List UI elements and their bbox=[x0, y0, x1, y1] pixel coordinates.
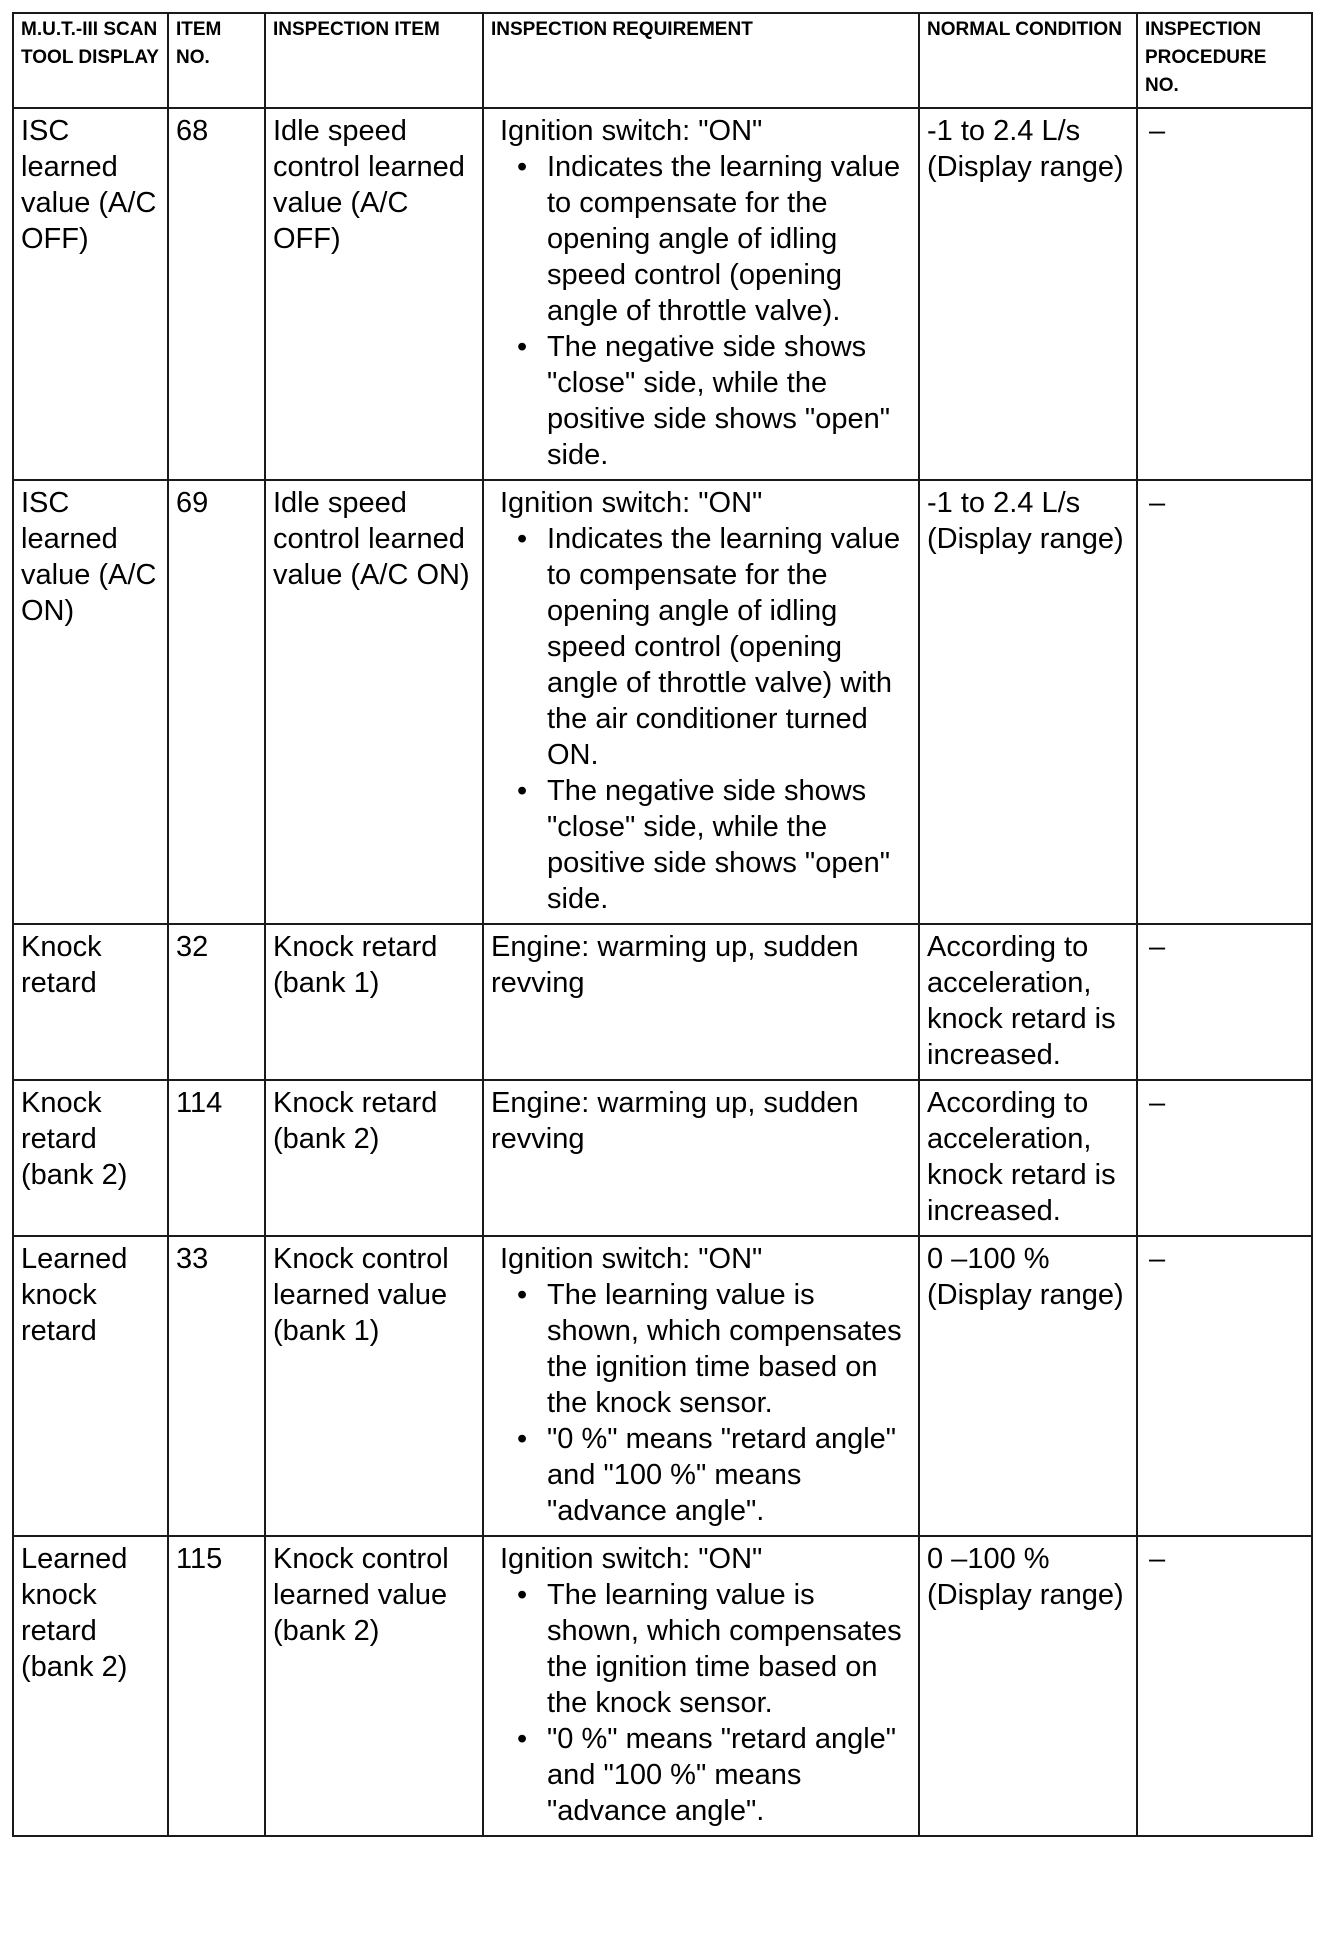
cell-item-no: 33 bbox=[168, 1236, 265, 1536]
requirement-bullet: • "0 %" means "retard angle" and "100 %" means "advance angle". bbox=[547, 1421, 912, 1529]
requirement-bullet: • "0 %" means "retard angle" and "100 %" means "advance angle". bbox=[547, 1721, 912, 1829]
table-row bbox=[13, 1080, 1312, 1236]
cell-display: Learned knock retard (bank 2) bbox=[13, 1536, 168, 1836]
cell-display: Knock retard (bank 2) bbox=[13, 1080, 168, 1236]
cell-procedure-no bbox=[1137, 1236, 1312, 1536]
header-inspection-requirement: INSPECTION REQUIREMENT bbox=[483, 13, 919, 108]
header-row bbox=[13, 13, 1312, 108]
requirement-main: Engine: warming up, sudden revving bbox=[491, 1087, 859, 1155]
requirement-main: Ignition switch: "ON" bbox=[500, 1543, 763, 1575]
cell-inspection-requirement bbox=[483, 1236, 919, 1536]
cell-inspection-requirement bbox=[483, 480, 919, 924]
requirement-bullet: • The negative side shows "close" side, while the positive side shows "open" side. bbox=[547, 773, 912, 917]
cell-procedure-no bbox=[1137, 1080, 1312, 1236]
cell-normal-condition: 0 –100 % (Display range) bbox=[919, 1236, 1137, 1536]
cell-procedure-no bbox=[1137, 480, 1312, 924]
procedure-dash: – bbox=[1149, 1087, 1166, 1119]
requirement-bullet: • The learning value is shown, which compensates the ignition time based on the knock sensor. bbox=[547, 1277, 912, 1421]
requirement-bullet: • The learning value is shown, which compensates the ignition time based on the knock sensor. bbox=[547, 1577, 912, 1721]
cell-inspection-item: Knock control learned value (bank 2) bbox=[265, 1536, 483, 1836]
procedure-dash: – bbox=[1149, 931, 1166, 963]
requirement-main: Ignition switch: "ON" bbox=[500, 1243, 763, 1275]
procedure-dash: – bbox=[1149, 1543, 1166, 1575]
cell-procedure-no bbox=[1137, 1536, 1312, 1836]
table-row bbox=[13, 108, 1312, 480]
cell-display: ISC learned value (A/C OFF) bbox=[13, 108, 168, 480]
procedure-dash: – bbox=[1149, 115, 1166, 147]
cell-normal-condition: -1 to 2.4 L/s (Display range) bbox=[919, 480, 1137, 924]
requirement-main: Engine: warming up, sudden revving bbox=[491, 931, 859, 999]
cell-item-no: 114 bbox=[168, 1080, 265, 1236]
header-item-no: ITEM NO. bbox=[168, 13, 265, 108]
cell-procedure-no bbox=[1137, 108, 1312, 480]
header-procedure-no: INSPECTION PROCEDURE NO. bbox=[1137, 13, 1312, 108]
requirement-bullets bbox=[500, 1277, 912, 1529]
cell-item-no: 32 bbox=[168, 924, 265, 1080]
header-display: M.U.T.-III SCAN TOOL DISPLAY bbox=[13, 13, 168, 108]
requirement-main: Ignition switch: "ON" bbox=[500, 115, 763, 147]
requirement-bullets bbox=[500, 1577, 912, 1829]
requirement-bullet: • Indicates the learning value to compensate for the opening angle of idling speed control (opening angle of throttle valve). bbox=[547, 149, 912, 329]
cell-normal-condition: According to acceleration, knock retard is increased. bbox=[919, 924, 1137, 1080]
table-row bbox=[13, 1236, 1312, 1536]
procedure-dash: – bbox=[1149, 1243, 1166, 1275]
cell-inspection-item: Knock retard (bank 1) bbox=[265, 924, 483, 1080]
cell-item-no: 69 bbox=[168, 480, 265, 924]
cell-inspection-requirement bbox=[483, 924, 919, 1080]
table-row bbox=[13, 1536, 1312, 1836]
cell-item-no: 68 bbox=[168, 108, 265, 480]
cell-normal-condition: 0 –100 % (Display range) bbox=[919, 1536, 1137, 1836]
table-row bbox=[13, 924, 1312, 1080]
requirement-bullet: • The negative side shows "close" side, while the positive side shows "open" side. bbox=[547, 329, 912, 473]
cell-display: ISC learned value (A/C ON) bbox=[13, 480, 168, 924]
inspection-table bbox=[12, 12, 1313, 1837]
cell-inspection-item: Knock retard (bank 2) bbox=[265, 1080, 483, 1236]
cell-inspection-item: Idle speed control learned value (A/C OFF) bbox=[265, 108, 483, 480]
cell-procedure-no bbox=[1137, 924, 1312, 1080]
table-row bbox=[13, 480, 1312, 924]
cell-item-no: 115 bbox=[168, 1536, 265, 1836]
cell-normal-condition: According to acceleration, knock retard is increased. bbox=[919, 1080, 1137, 1236]
cell-inspection-requirement bbox=[483, 1080, 919, 1236]
cell-inspection-item: Knock control learned value (bank 1) bbox=[265, 1236, 483, 1536]
cell-inspection-requirement bbox=[483, 1536, 919, 1836]
cell-normal-condition: -1 to 2.4 L/s (Display range) bbox=[919, 108, 1137, 480]
header-normal-condition: NORMAL CONDITION bbox=[919, 13, 1137, 108]
requirement-bullets bbox=[500, 521, 912, 917]
cell-display: Learned knock retard bbox=[13, 1236, 168, 1536]
procedure-dash: – bbox=[1149, 487, 1166, 519]
requirement-main: Ignition switch: "ON" bbox=[500, 487, 763, 519]
cell-inspection-item: Idle speed control learned value (A/C ON) bbox=[265, 480, 483, 924]
cell-display: Knock retard bbox=[13, 924, 168, 1080]
requirement-bullet: • Indicates the learning value to compensate for the opening angle of idling speed control (opening angle of throttle valve) with the air conditioner turned ON. bbox=[547, 521, 912, 773]
cell-inspection-requirement bbox=[483, 108, 919, 480]
header-inspection-item: INSPECTION ITEM bbox=[265, 13, 483, 108]
requirement-bullets bbox=[500, 149, 912, 473]
